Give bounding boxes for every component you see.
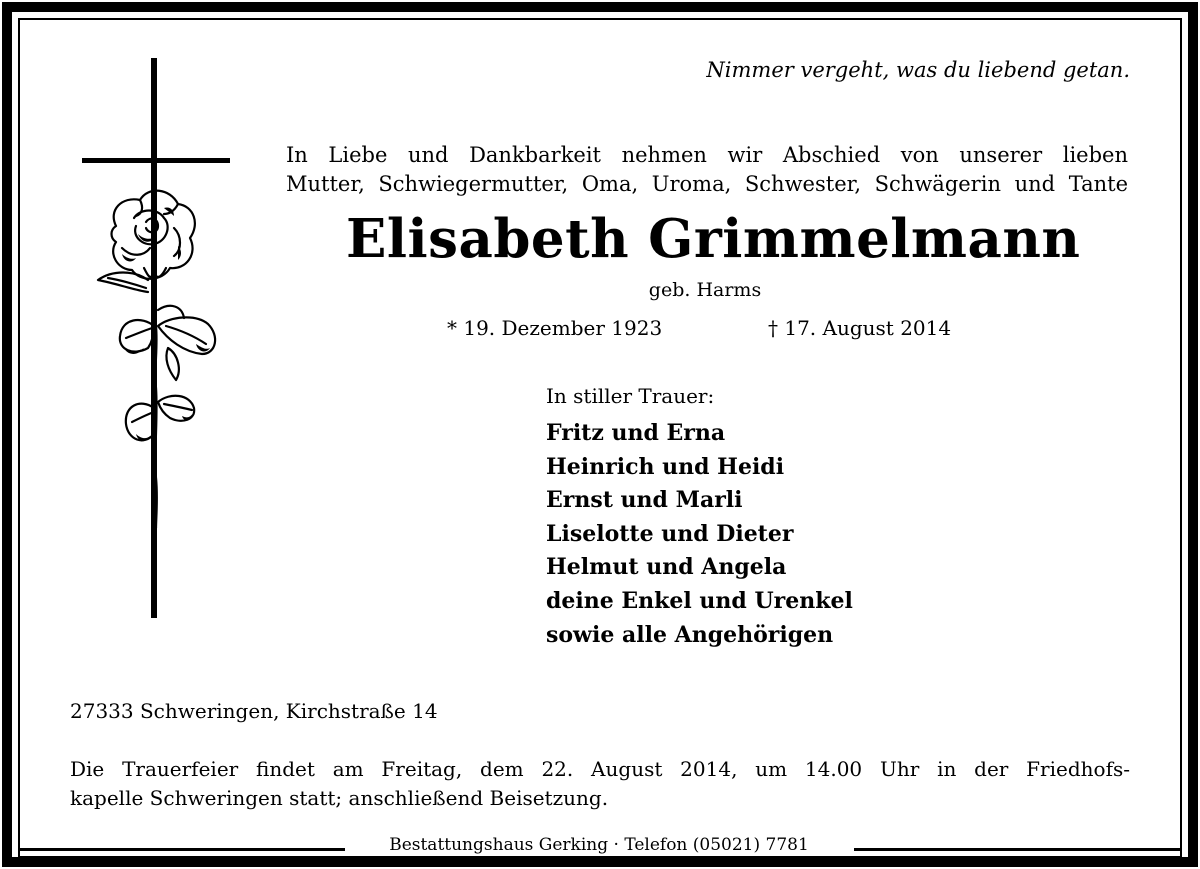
mourning-label: In stiller Trauer:: [546, 384, 715, 408]
funeral-home-footer: Bestattungshaus Gerking · Telefon (05021) 7781: [348, 835, 850, 855]
cross-with-rose-icon: [78, 58, 234, 620]
footer-rule-right: [854, 848, 1180, 851]
mourner-item: Fritz und Erna: [546, 420, 726, 446]
motto: Nimmer vergeht, was du liebend getan.: [706, 58, 1130, 82]
death-date: † 17. August 2014: [768, 316, 952, 340]
mourner-item: Liselotte und Dieter: [546, 520, 794, 547]
service-line-1: Die Trauerfeier findet am Freitag, dem 22. August 2014, um 14.00 Uhr in der Friedhofs-: [70, 757, 1130, 781]
intro-text: [286, 141, 1128, 199]
mourner-item: Ernst und Marli: [546, 487, 743, 514]
intro-line-2: Mutter, Schwiegermutter, Oma, Uroma, Schwester, Schwägerin und Tante: [286, 172, 1128, 196]
service-line-2: kapelle Schweringen statt; anschließend Beisetzung.: [70, 786, 609, 810]
birth-date: * 19. Dezember 1923: [447, 316, 663, 340]
mourner-item: sowie alle Angehörigen: [546, 621, 834, 648]
maiden-name: geb. Harms: [648, 279, 762, 301]
deceased-name: Elisabeth Grimmelmann: [346, 208, 1081, 270]
footer-rule-left: [20, 848, 345, 851]
mourner-item: Helmut und Angela: [546, 554, 787, 581]
mourner-item: deine Enkel und Urenkel: [546, 587, 853, 614]
intro-line-1: In Liebe und Dankbarkeit nehmen wir Abschied von unserer lieben: [286, 143, 1128, 167]
mourners-list: [546, 417, 853, 652]
mourner-item: Heinrich und Heidi: [546, 453, 785, 480]
service-notice: [70, 755, 1130, 813]
address: 27333 Schweringen, Kirchstraße 14: [70, 699, 438, 723]
